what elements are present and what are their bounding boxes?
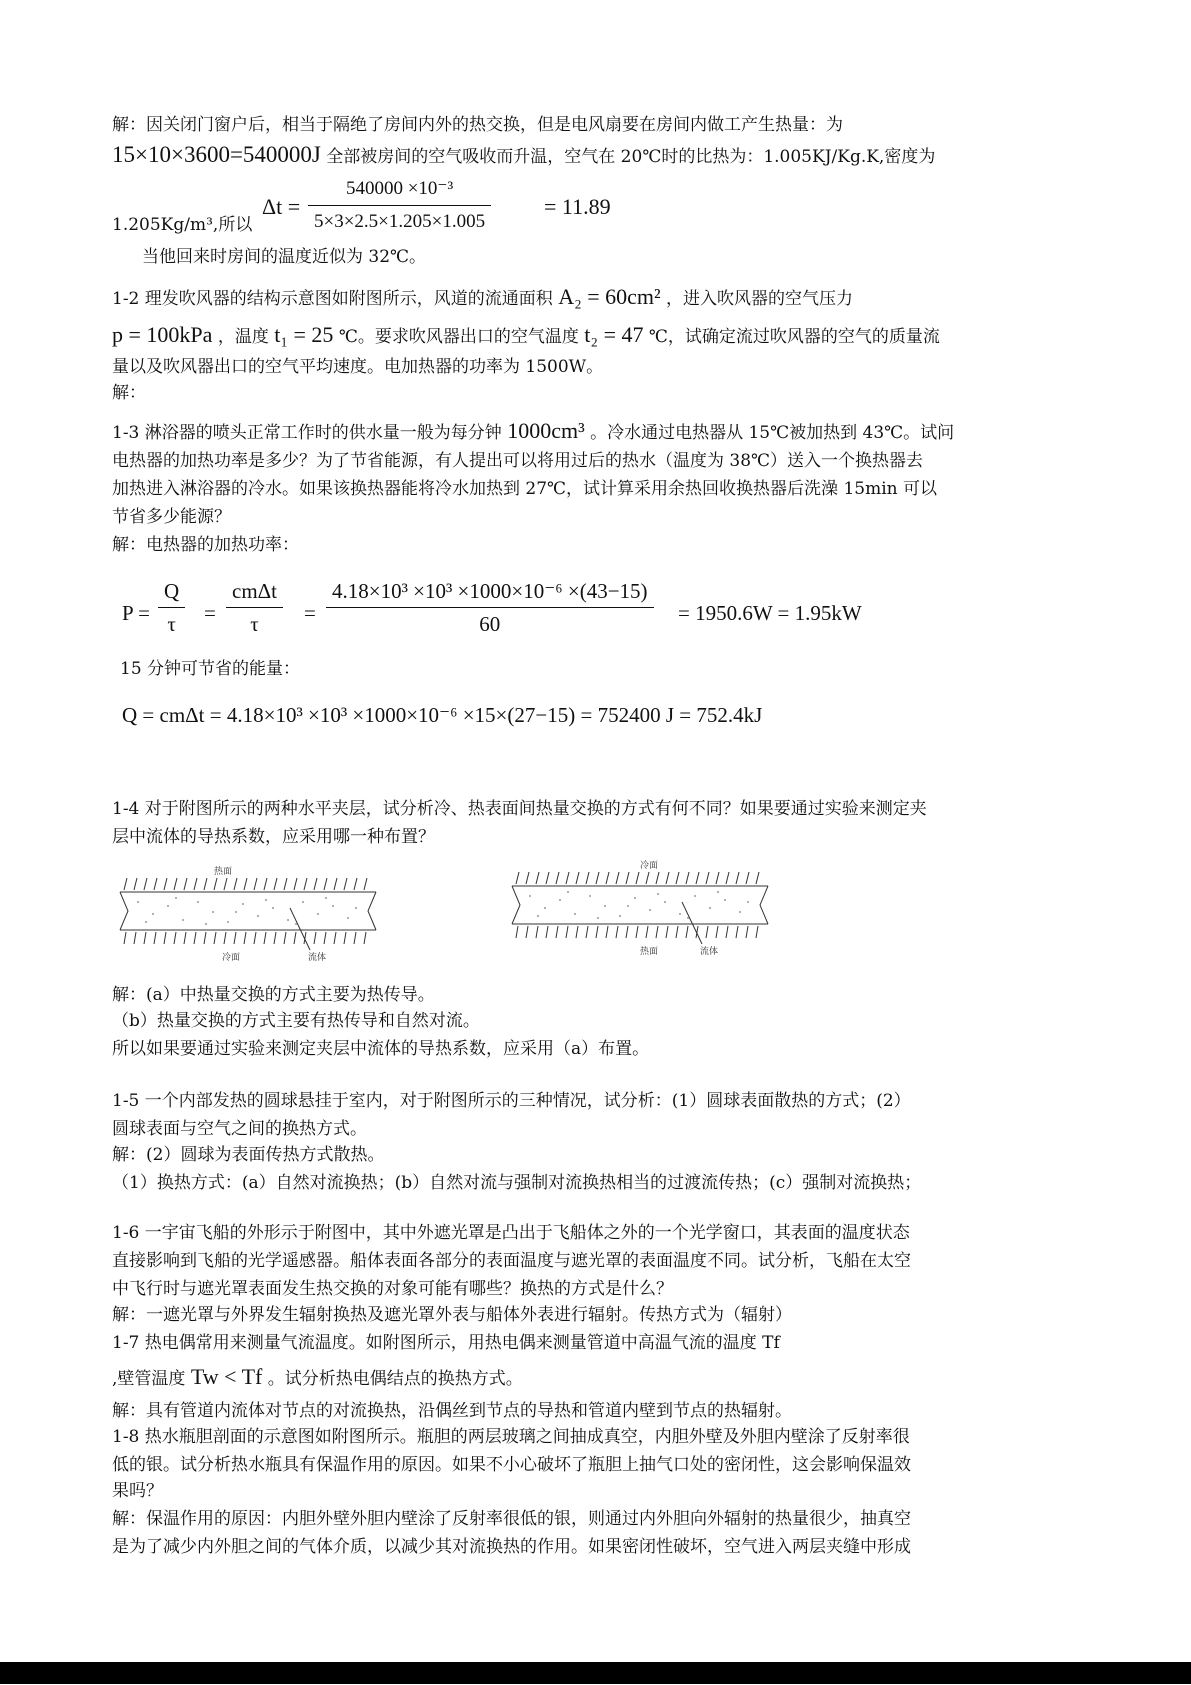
q18-line3: 果吗？ [112, 1481, 163, 1501]
q12-p: p = 100kPa [112, 322, 213, 347]
q13-solution: 解：电热器的加热功率： [112, 535, 299, 555]
q12-solution: 解： [112, 383, 146, 403]
q13-power-equation [122, 578, 1110, 648]
q17-solution: 解：具有管道内流体对节点的对流换热，沿偶丝到节点的导热和管道内壁到节点的热辐射。 [112, 1401, 792, 1421]
q12-text-c: ，温度 [217, 327, 269, 347]
p1-line3-prefix: 1.205Kg/m³,所以 [112, 215, 253, 235]
q14-line1: 1-4 对于附图所示的两种水平夹层，试分析冷、热表面间热量交换的方式有何不同？如果要通过实验来测定夹 [112, 799, 927, 819]
q12-text-e: ℃，试确定流过吹风器的空气的质量流 [648, 327, 940, 347]
q13-frac2-num: cmΔt [226, 578, 283, 608]
q12-t1: t₁ = 25 [274, 322, 334, 347]
q13-text-a: 1-3 淋浴器的喷头正常工作时的供水量一般为每分钟 [112, 423, 502, 443]
q13-frac1-den: τ [167, 612, 176, 636]
q13-frac3-den: 60 [479, 612, 501, 636]
q16-line2: 直接影响到飞船的光学遥感器。船体表面各部分的表面温度与遮光罩的表面温度不同。试分析，飞船在太空 [112, 1251, 911, 1271]
figure-a-fluid-label: 流体 [308, 953, 327, 963]
q15-line2: 圆球表面与空气之间的换热方式。 [112, 1119, 367, 1139]
q18-solution-1: 解：保温作用的原因：内胆外壁外胆内壁涂了反射率很低的银，则通过内外胆向外辐射的热量很少，抽真空 [112, 1509, 911, 1529]
p1-dt-fraction [308, 176, 491, 235]
q15-line1: 1-5 一个内部发热的圆球悬挂于室内，对于附图所示的三种情况，试分析：(1）圆球表面散热的方式；(2） [112, 1091, 911, 1111]
q13-text-b: 。冷水通过电热器从 15℃被加热到 43℃。试问 [590, 423, 955, 443]
q12-a2: A₂ = 60cm² [558, 284, 661, 309]
p1-line2-rest: 全部被房间的空气吸收而升温，空气在 20℃时的比热为：1.005KJ/Kg.K,密度为 [326, 147, 936, 167]
figure-a-bottom-label: 冷面 [222, 953, 241, 963]
q12-line3: 量以及吹风器出口的空气平均速度。电加热器的功率为 1500W。 [112, 357, 604, 377]
q17-inequality: Tw < Tf [190, 1364, 263, 1389]
figure-a-top-label: 热面 [214, 867, 233, 877]
page-bottom-bar [0, 1662, 1191, 1684]
q18-line1: 1-8 热水瓶胆剖面的示意图如附图所示。瓶胆的两层玻璃之间抽成真空，内胆外壁及外胆内壁涂了反射率很 [112, 1427, 910, 1447]
q14-line2: 层中流体的导热系数，应采用哪一种布置？ [112, 827, 435, 847]
q13-line4: 节省多少能源？ [112, 507, 231, 527]
p1-eq1: 15×10×3600=540000J [112, 142, 321, 167]
q13-p-lhs: P = [122, 601, 150, 625]
p1-conclusion: 当他回来时房间的温度近似为 32℃。 [142, 247, 427, 267]
q13-frac1-num: Q [158, 578, 185, 608]
q13-frac3 [326, 578, 654, 637]
figure-b-layer [510, 856, 772, 958]
q18-line2: 低的银。试分析热水瓶具有保温作用的原因。如果不小心破坏了瓶胆上抽气口处的密闭性，这会影响保温效 [112, 1455, 911, 1475]
q16-line3: 中飞行时与遮光罩表面发生热交换的对象可能有哪些？换热的方式是什么？ [112, 1279, 673, 1299]
p1-line2 [112, 142, 1100, 170]
q12-text-a: 1-2 理发吹风器的结构示意图如附图所示，风道的流通面积 [112, 289, 553, 309]
q13-frac3-num: 4.18×10³ ×10³ ×1000×10⁻⁶ ×(43−15) [326, 578, 654, 608]
q17-line1: 1-7 热电偶常用来测量气流温度。如附图所示，用热电偶来测量管道中高温气流的温度 Tf [112, 1333, 780, 1353]
q17-text-a: ,壁管温度 [112, 1369, 186, 1389]
q14-solution-2: （b）热量交换的方式主要有热传导和自然对流。 [112, 1011, 480, 1031]
q12-line1 [112, 284, 1100, 312]
q15-solution-2: （1）换热方式：(a）自然对流换热；(b）自然对流与强制对流换热相当的过渡流传热；(c）强制对流换热； [112, 1173, 922, 1193]
q14-solution-1: 解：(a）中热量交换的方式主要为热传导。 [112, 985, 435, 1005]
q13-energy-equation: Q = cmΔt = 4.18×10³ ×10³ ×1000×10⁻⁶ ×15×(27−15) = 752400 J = 752.4kJ [122, 703, 763, 727]
q13-p-result: = 1950.6W = 1.95kW [678, 601, 862, 625]
q13-save-label: 15 分钟可节省的能量： [120, 659, 301, 679]
p1-dt-result: = 11.89 [544, 194, 611, 219]
p1-line1: 解：因关闭门窗户后，相当于隔绝了房间内外的热交换，但是电风扇要在房间内做工产生热量：为 [112, 115, 843, 135]
figure-b-top-label: 冷面 [640, 861, 659, 871]
q13-frac2 [226, 578, 283, 637]
q13-frac1 [158, 578, 185, 637]
q17-text-b: 。试分析热电偶结点的换热方式。 [267, 1369, 523, 1389]
q13-eq-sign1: = [204, 601, 216, 625]
q13-frac2-den: τ [250, 612, 259, 636]
p1-dt-den: 5×3×2.5×1.205×1.005 [314, 211, 486, 232]
p1-dt-label: Δt = [262, 194, 301, 219]
figure-b-fluid-label: 流体 [700, 947, 719, 957]
q12-t2: t₂ = 47 [584, 322, 644, 347]
q14-solution-3: 所以如果要通过实验来测定夹层中流体的导热系数，应采用（a）布置。 [112, 1039, 650, 1059]
figure-b-bottom-label: 热面 [640, 947, 659, 957]
q13-eq-sign2: = [304, 601, 316, 625]
q13-line3: 加热进入淋浴器的冷水。如果该换热器能将冷水加热到 27℃，试计算采用余热回收换热器后洗澡 15min 可以 [112, 479, 937, 499]
q12-text-d: ℃。要求吹风器出口的空气温度 [338, 327, 579, 347]
q12-line2 [112, 322, 1100, 350]
q13-flow: 1000cm³ [507, 418, 585, 443]
p1-line3 [112, 176, 1100, 238]
q13-line2: 电热器的加热功率是多少？为了节省能源，有人提出可以将用过后的热水（温度为 38℃）送入一个换热器去 [112, 451, 924, 471]
p1-dt-num: 540000 ×10⁻³ [308, 176, 491, 206]
q18-solution-2: 是为了减少内外胆之间的气体介质，以减少其对流换热的作用。如果密闭性破坏，空气进入两层夹缝中形成 [112, 1537, 911, 1557]
q16-line1: 1-6 一宇宙飞船的外形示于附图中，其中外遮光罩是凸出于飞船体之外的一个光学窗口，其表面的温度状态 [112, 1223, 910, 1243]
q15-solution-1: 解：(2）圆球为表面传热方式散热。 [112, 1145, 385, 1165]
q17-line2 [112, 1364, 1100, 1392]
q12-text-b: ，进入吹风器的空气压力 [666, 289, 854, 309]
q13-line1 [112, 418, 1100, 446]
figure-a-layer [118, 862, 380, 964]
q16-solution: 解：一遮光罩与外界发生辐射换热及遮光罩外表与船体外表进行辐射。传热方式为（辐射） [112, 1305, 792, 1325]
